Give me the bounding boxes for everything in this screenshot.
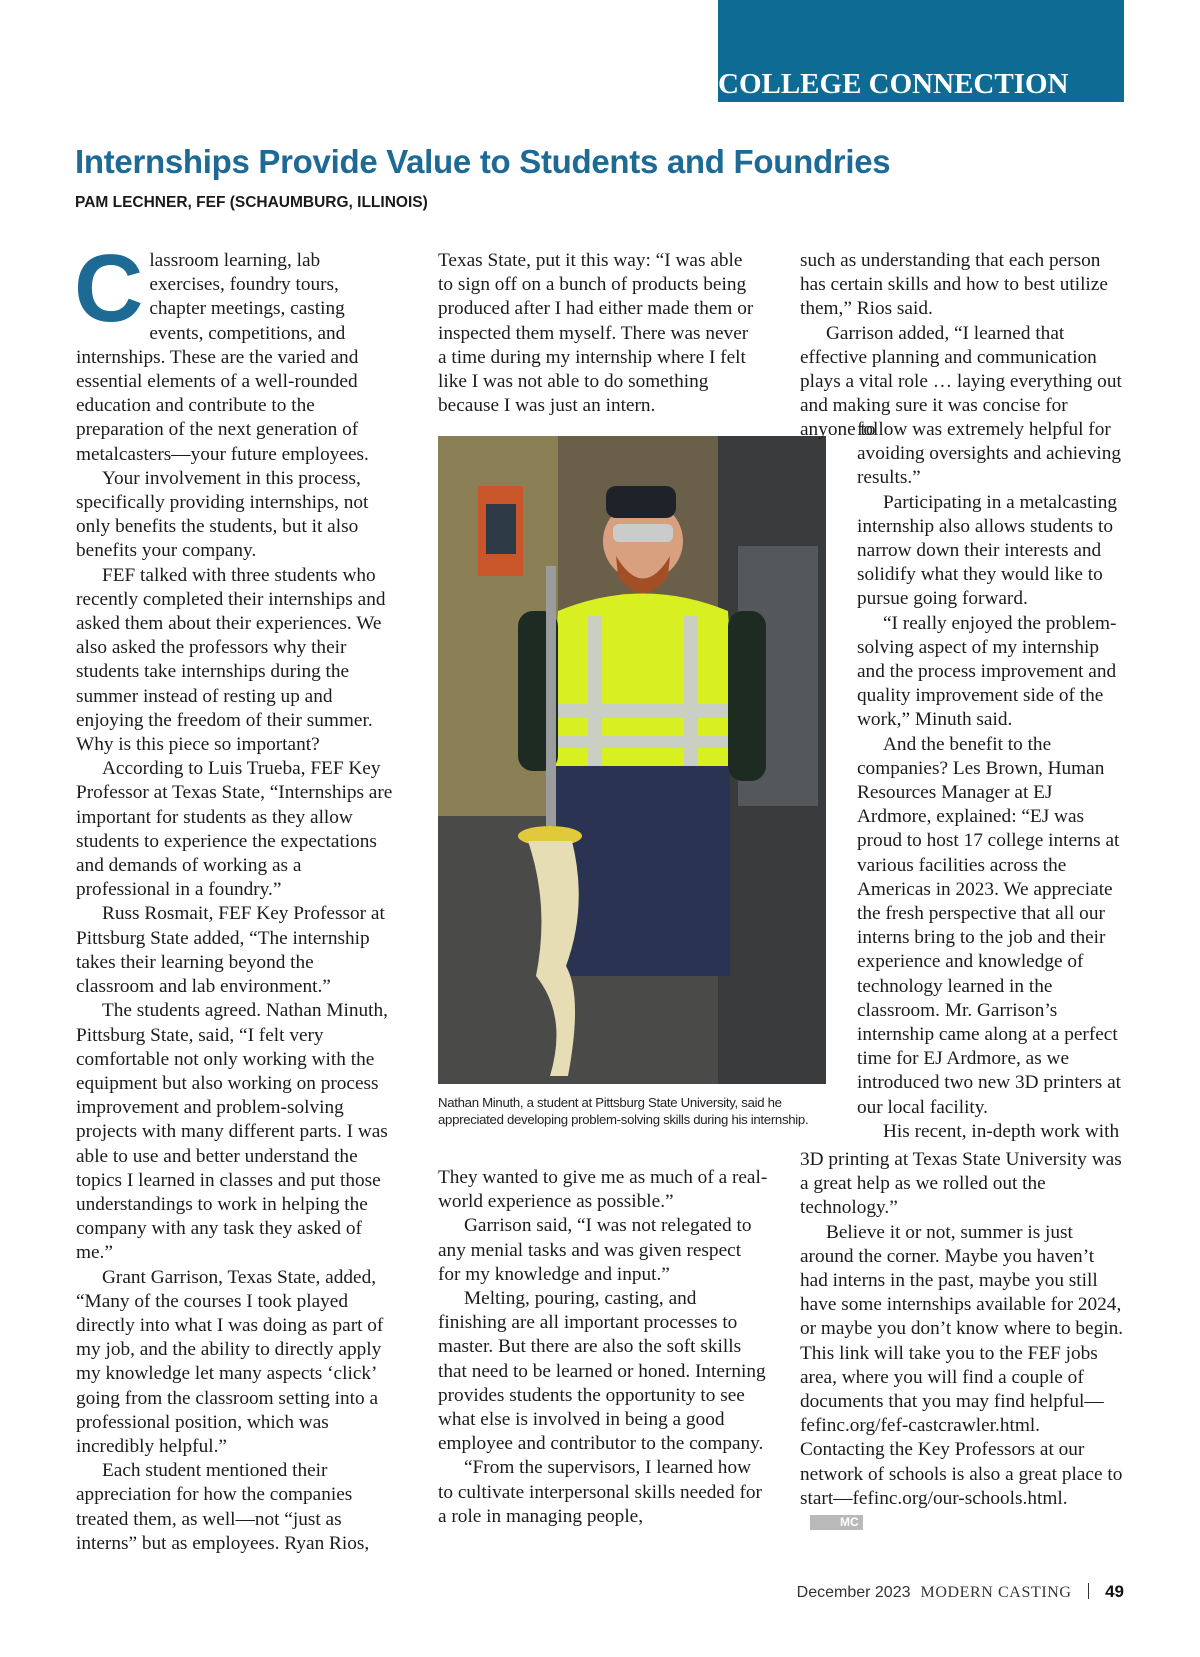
paragraph: Each student mentioned their appreciation for how the companies treated them, as well—not “just as interns” but as employees. Ryan Rios,	[76, 1460, 370, 1554]
magazine-name: MODERN CASTING	[920, 1584, 1072, 1601]
paragraph: “I really enjoyed the problem-solving aspect of my internship and the process improvement and quality improvement side of the work,” Minuth said.	[857, 612, 1117, 731]
issue-date: December 2023	[796, 1584, 911, 1601]
column-1	[74, 235, 396, 1556]
paragraph: According to Luis Trueba, FEF Key Professor at Texas State, “Internships are important for students as they allow students to experience the expectations and demands of working as a professional in a foundry.”	[76, 758, 393, 901]
page-number: 49	[1105, 1582, 1124, 1601]
paragraph: Texas State, put it this way: “I was able to sign off on a bunch of products being produced after I had either made them or inspected them myself. There was never a time during my internship where I felt like I was not able to do something because I was just an intern.	[438, 250, 754, 417]
article-title: Internships Provide Value to Students and Foundries	[75, 143, 891, 180]
column-3-bottom	[800, 1148, 1125, 1535]
byline: PAM LECHNER, FEF (SCHAUMBURG, ILLINOIS)	[75, 194, 428, 211]
section-label: COLLEGE CONNECTION	[718, 68, 1069, 100]
paragraph: Your involvement in this process, specifically providing internships, not only benefits the students, but it also benefits your company.	[76, 467, 369, 562]
paragraph: “From the supervisors, I learned how to cultivate interpersonal skills needed for a role in managing people,	[438, 1457, 762, 1527]
intern-photo-illustration	[438, 436, 826, 1084]
article-photo	[438, 436, 826, 1084]
paragraph: 3D printing at Texas State University was a great help as we rolled out the technology.”	[800, 1149, 1122, 1219]
paragraph: FEF talked with three students who recently completed their internships and asked them about their experiences. We also asked the professors why their students take internships during the summer instead of resting up and enjoying the freedom of their summer. Why is this piece so important?	[76, 564, 386, 756]
paragraph: Garrison said, “I was not relegated to any menial tasks and was given respect for my knowledge and input.”	[438, 1215, 752, 1285]
paragraph: Garrison added, “I learned that effective planning and communication plays a vital role … laying everything out and making sure it was concise for anyone to	[800, 322, 1122, 441]
paragraph: Russ Rosmait, FEF Key Professor at Pittsburg State added, “The internship takes their learning beyond the classroom and lab environment.”	[76, 903, 385, 998]
paragraph: Melting, pouring, casting, and finishing are all important processes to master. But there are also the soft skills that need to be learned or honed. Interning provides students the opportunity to see what else is involved in being a good employee and contributor to the company.	[438, 1288, 766, 1455]
footer-divider	[1088, 1583, 1090, 1599]
drop-cap: C	[74, 235, 144, 342]
column-3-top	[800, 249, 1125, 443]
paragraph: And the benefit to the companies? Les Brown, Human Resources Manager at EJ Ardmore, explained: “EJ was proud to host 17 college interns at various facilities across the Americas in 2023. We appreciate the fresh perspective that all our interns bring to the job and their experience and knowledge of technology learned in the classroom. Mr. Garrison’s internship came along at a perfect time for EJ Ardmore, as we introduced two new 3D printers at our local facility.	[857, 733, 1121, 1118]
paragraph: His recent, in-depth work with	[883, 1120, 1120, 1142]
column-3-narrow	[857, 418, 1125, 1144]
column-2-top	[438, 249, 758, 418]
paragraph: Grant Garrison, Texas State, added, “Many of the courses I took played directly into what I was doing as part of my job, and the ability to directly apply my knowledge let many aspects ‘click’ going from the classroom setting into a professional position, which was incredibly helpful.”	[76, 1266, 384, 1457]
page-footer	[797, 1581, 1124, 1604]
paragraph: The students agreed. Nathan Minuth, Pittsburg State, said, “I felt very comfortable not only working with the equipment but also working on process improvement and problem-solving projects with many different parts. I was able to use and better understand the topics I learned in classes and put those understandings to work in helping the company with any task they asked of me.”	[76, 1000, 388, 1264]
paragraph: such as understanding that each person has certain skills and how to best utilize them,” Rios said.	[800, 250, 1108, 320]
paragraph: Participating in a metalcasting internship also allows students to narrow down their interests and solidify what they would like to pursue going forward.	[857, 491, 1117, 610]
photo-caption: Nathan Minuth, a student at Pittsburg State University, said he appreciated developing problem-solving skills during his internship.	[438, 1095, 809, 1127]
end-mark-badge: MC	[810, 1515, 863, 1530]
paragraph: follow was extremely helpful for avoiding oversights and achieving results.”	[857, 419, 1121, 489]
column-2-bottom	[438, 1166, 768, 1529]
paragraph: Classroom learning, lab exercises, foundry tours, chapter meetings, casting events, competitions, and internships. These are the varied and essential elements of a well-rounded education and contribute to the preparation of the next generation of metalcasters—your future employees.	[74, 235, 369, 465]
paragraph: Believe it or not, summer is just around the corner. Maybe you haven’t had interns in the past, maybe you still have some internships available for 2024, or maybe you don’t know where to begin. This link will take you to the FEF jobs area, where you will find a couple of documents that you may find helpful—fefinc.org/fef-castcrawler.html. Contacting the Key Professors at our network of schools is also a great place to start—fefinc.org/our-schools.html.MC	[800, 1221, 1124, 1530]
paragraph: They wanted to give me as much of a real-world experience as possible.”	[438, 1167, 768, 1213]
